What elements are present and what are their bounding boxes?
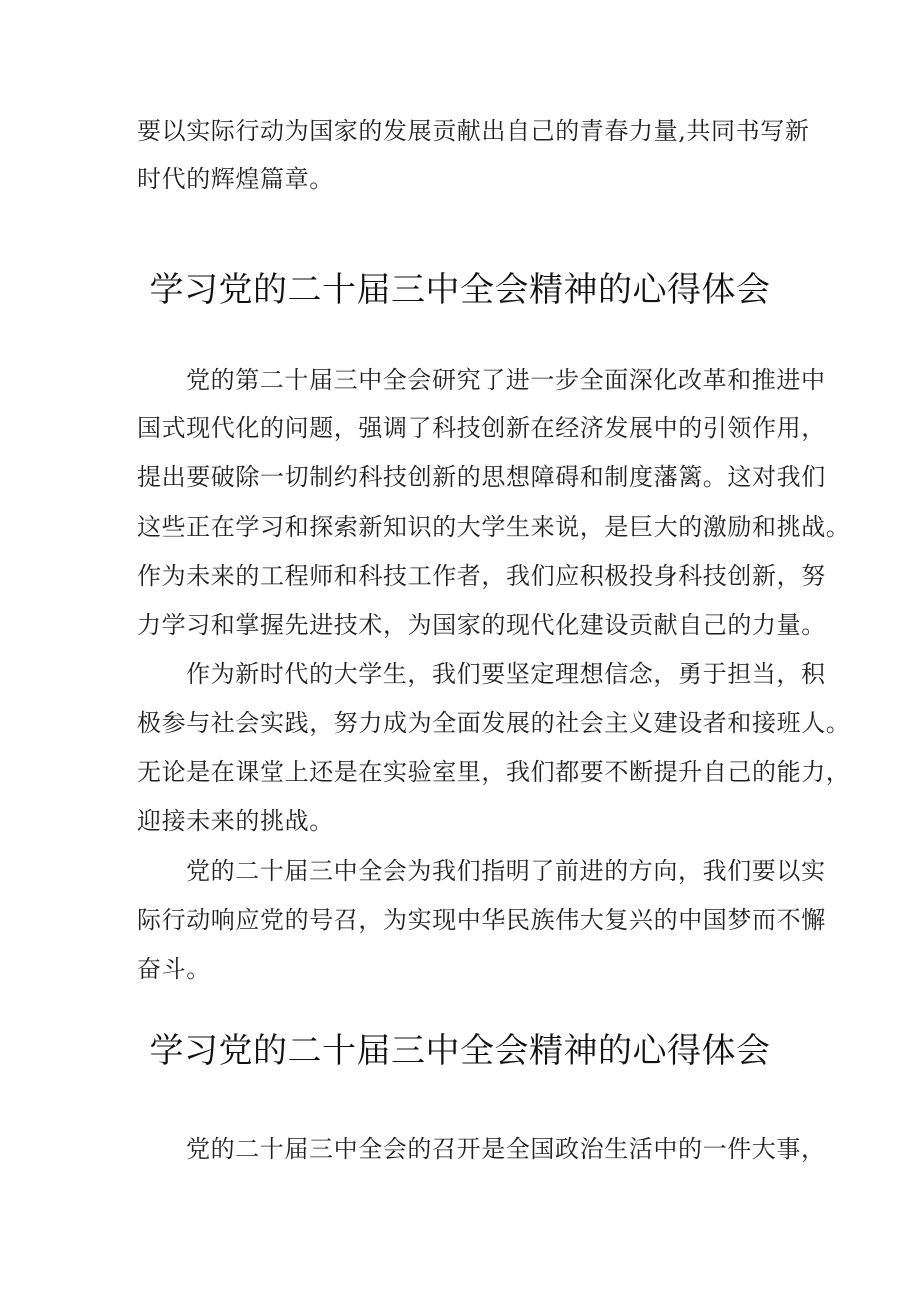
paragraph-line: 党的二十届三中全会为我们指明了前进的方向，我们要以实 xyxy=(186,857,826,885)
paragraph-line: 迎接未来的挑战。 xyxy=(137,807,334,835)
paragraph-line: 奋斗。 xyxy=(137,955,211,983)
paragraph-line: 党的二十届三中全会的召开是全国政治生活中的一件大事， xyxy=(186,1135,826,1163)
intro-line: 要以实际行动为国家的发展贡献出自己的青春力量,共同书写新 xyxy=(137,117,810,145)
paragraph-line: 国式现代化的问题，强调了科技创新在经济发展中的引领作用， xyxy=(137,414,826,442)
paragraph-line: 力学习和掌握先进技术，为国家的现代化建设贡献自己的力量。 xyxy=(137,611,826,639)
paragraph-line: 党的第二十届三中全会研究了进一步全面深化改革和推进中 xyxy=(186,366,826,394)
paragraph-line: 极参与社会实践，努力成为全面发展的社会主义建设者和接班人。 xyxy=(137,709,851,737)
paragraph-line: 提出要破除一切制约科技创新的思想障碍和制度藩篱。这对我们 xyxy=(137,463,826,491)
paragraph-line: 作为新时代的大学生，我们要坚定理想信念，勇于担当，积 xyxy=(186,660,826,688)
paragraph-line: 作为未来的工程师和科技工作者，我们应积极投身科技创新，努 xyxy=(137,562,826,590)
section-title: 学习党的二十届三中全会精神的心得体会 xyxy=(149,270,771,310)
paragraph-line: 际行动响应党的号召，为实现中华民族伟大复兴的中国梦而不懈 xyxy=(137,906,826,934)
paragraph-line: 无论是在课堂上还是在实验室里，我们都要不断提升自己的能力， xyxy=(137,758,851,786)
section-title: 学习党的二十届三中全会精神的心得体会 xyxy=(149,1031,771,1071)
intro-line: 时代的辉煌篇章。 xyxy=(137,165,334,193)
paragraph-line: 这些正在学习和探索新知识的大学生来说，是巨大的激励和挑战。 xyxy=(137,513,851,541)
